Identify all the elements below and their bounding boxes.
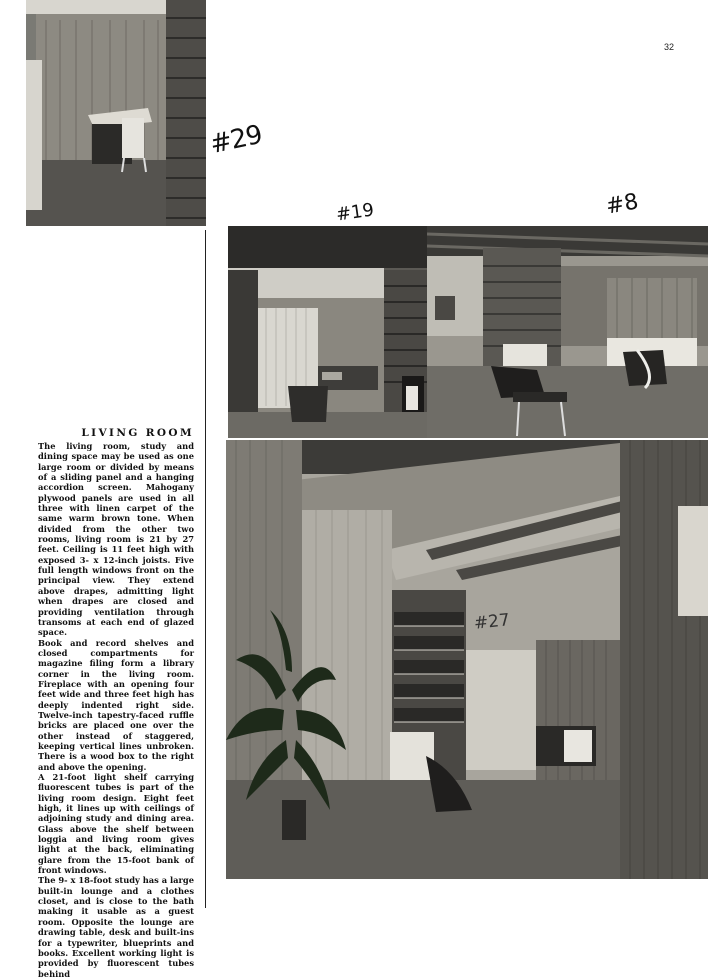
study-view-photo	[228, 226, 427, 438]
handwritten-annotation-29: #29	[207, 119, 265, 161]
paragraph: The living room, study and dining space may be used as one large room or divided by means of a sliding panel and a hanging accordion screen. Mahogany plywood panels are used in all three with linen carpet of the same warm brown tone. When divided from the other two rooms, living room is 21 by 27 feet. Ceiling is 11 feet high with exposed 3- x 12-inch joists. Five full length windows front on the principal view. They extend above drapes, admitting light when drapes are closed and providing ventilation through transoms at each end of glazed space.	[38, 441, 194, 638]
living-room-fireplace-photo	[427, 226, 708, 438]
handwritten-annotation-8: #8	[604, 189, 641, 220]
page-number: 32	[664, 42, 675, 52]
article-text	[38, 427, 194, 979]
section-heading: LIVING ROOM	[81, 427, 194, 439]
library-corner-photo	[226, 440, 708, 879]
paragraph: Book and record shelves and closed compartments for magazine filing form a library corner in the living room. Fireplace with an opening four feet wide and three feet high has deeply indented right side. Twelve-inch tapestry-faced ruffle bricks are placed one over the other instead of staggered, keeping vertical lines unbroken. There is a wood box to the right and above the opening.	[38, 637, 194, 772]
handwritten-annotation-19: #19	[334, 199, 376, 226]
paragraph: A 21-foot light shelf carrying fluorescent tubes is part of the living room design. Eight feet high, it lines up with ceilings of adjoining study and dining area. Glass above the shelf between loggia and living room gives light at the back, eliminating glare from the 15-foot bank of front windows.	[38, 772, 194, 876]
study-photo	[26, 0, 206, 226]
paragraph: The 9- x 18-foot study has a large built-in lounge and a clothes closet, and is close to the bath making it usable as a guest room. Opposite the lounge are drawing table, desk and built-ins for a typewriter, blueprints and books. Excellent working light is provided by fluorescent tubes behind	[38, 875, 194, 979]
column-divider	[205, 230, 206, 908]
handwritten-annotation-27: #27	[473, 610, 511, 634]
